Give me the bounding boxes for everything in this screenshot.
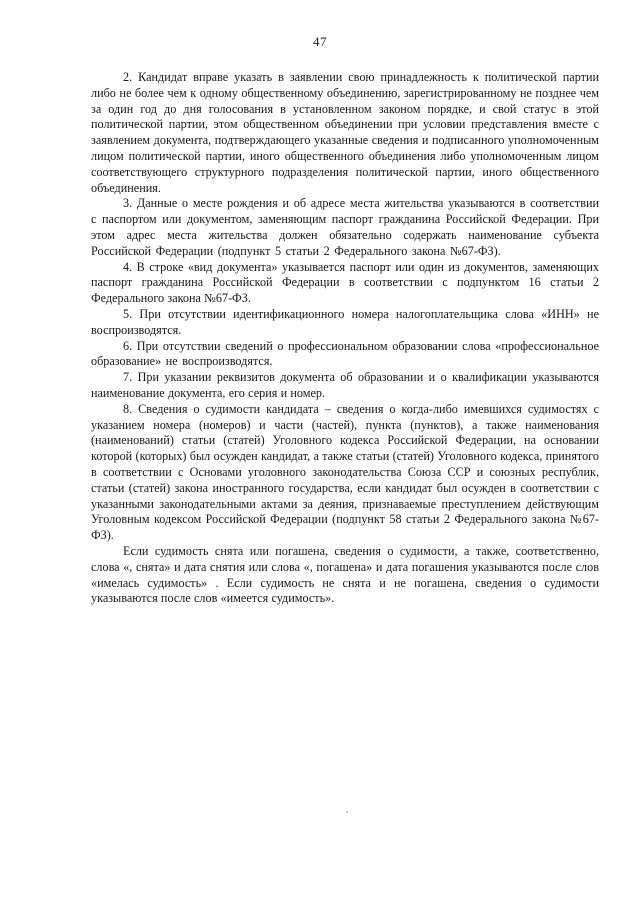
- paragraph-3: 3. Данные о месте рождения и об адресе места жительства указываются в соответствии с паспортом или документом, заменяющим паспорт гражданина Российской Федерации. При этом адрес места жительства должен обязательно содержать наименование субъекта Российской Федерации (подпункт 5 статьи 2 Федерального закона №67-ФЗ).: [91, 196, 599, 258]
- page-number: 47: [313, 34, 327, 49]
- paragraph-8: 8. Сведения о судимости кандидата – сведения о когда-либо имевшихся судимостях с указанием номера (номеров) и части (частей), пункта (пунктов), а также наименования (наименований) статьи (статей) Уголовного кодекса Российской Федерации, на основании которой (которых) был осужден кандидат, а также статьи (статей) Уголовного кодекса, принятого в соответствии с Основами уголовного законодательства Союза ССР и союзных республик, статьи (статей) закона иностранного государства, если кандидат был осужден в соответствии с указанными законодательными актами за деяния, признаваемые преступлением действующим Уголовным кодексом Российской Федерации (подпункт 58 статьи 2 Федерального закона №67-ФЗ).: [91, 401, 599, 543]
- paragraph-criminal-record-note: Если судимость снята или погашена, сведения о судимости, а также, соответственно, слова «, снята» и дата снятия или слова «, погашена» и дата погашения указываются после слов «имелась судимость» . Если судимость не снята и не погашена, сведения о судимости указываются после слов «имеется судимость».: [91, 543, 599, 606]
- document-body: [91, 70, 599, 607]
- paragraph-5: 5. При отсутствии идентификационного номера налогоплательщика слова «ИНН» не воспроизводятся.: [91, 306, 599, 337]
- paragraph-2: 2. Кандидат вправе указать в заявлении свою принадлежность к политической партии либо не более чем к одному общественному объединению, зарегистрированному не позднее чем за один год до дня голосования в установленном законом порядке, и свой статус в этой политической партии, этом общественном объединении при условии представления вместе с заявлением документа, подтверждающего указанные сведения и подписанного уполномоченным лицом политической партии, иного общественного объединения либо уполномоченным лицом соответствующего структурного подразделения политической партии, иного общественного объединения.: [91, 70, 599, 195]
- paragraph-7: 7. При указании реквизитов документа об образовании и о квалификации указываются наименование документа, его серия и номер.: [91, 370, 599, 400]
- scan-speck: [346, 811, 348, 813]
- paragraph-6: 6. При отсутствии сведений о профессиональном образовании слова «профессиональное образование» не воспроизводятся.: [91, 338, 599, 369]
- paragraph-4: 4. В строке «вид документа» указывается паспорт или один из документов, заменяющих паспорт гражданина Российской Федерации в соответствии с подпунктом 16 статьи 2 Федерального закона №67-ФЗ.: [91, 259, 599, 306]
